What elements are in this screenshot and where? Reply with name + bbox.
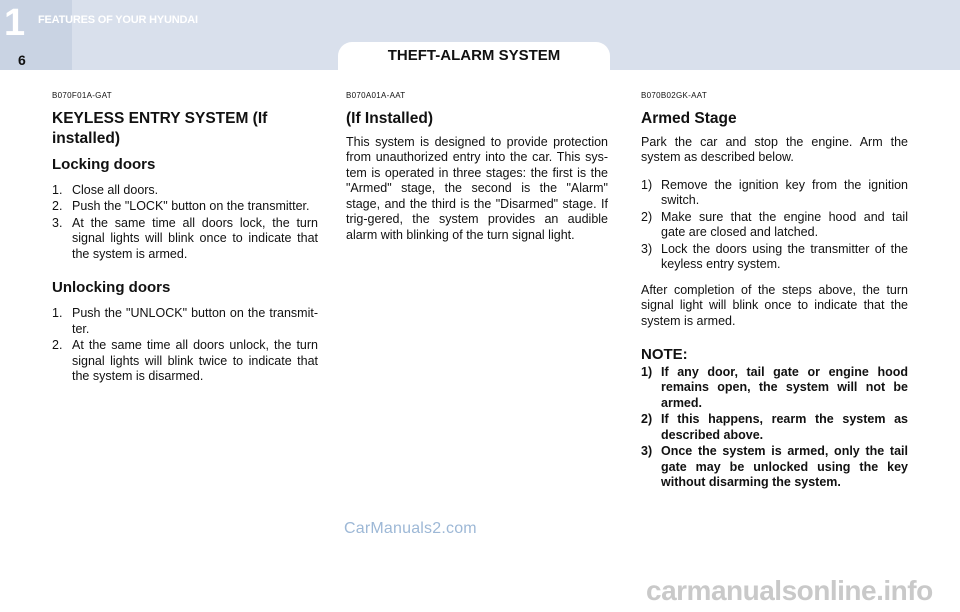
column-armed-stage	[641, 88, 908, 501]
column-keyless-entry	[52, 88, 318, 395]
section-title: FEATURES OF YOUR HYUNDAI	[38, 14, 198, 26]
list-item: 1. Push the "UNLOCK" button on the transmit-ter.	[52, 306, 318, 336]
list-item: 3) Once the system is armed, only the tail gate may be unlocked using the key without disarming the system.	[641, 444, 908, 489]
note-list	[641, 365, 908, 491]
section-code: B070A01A-AAT	[346, 91, 406, 100]
section-heading: (If Installed)	[346, 109, 433, 127]
watermark-link[interactable]: CarManuals2.com	[344, 520, 477, 537]
locking-steps	[52, 183, 318, 263]
list-item: 3) Lock the doors using the transmitter of the keyless entry system.	[641, 241, 908, 271]
list-item: 2. At the same time all doors unlock, the turn signal lights will blink twice to indicate that the system is disarmed.	[52, 338, 318, 383]
note-heading: NOTE:	[641, 346, 688, 363]
list-item: 2) If this happens, rearm the system as described above.	[641, 412, 908, 442]
section-heading: Armed Stage	[641, 109, 737, 127]
list-item: 1) Remove the ignition key from the ignition switch.	[641, 177, 908, 207]
list-item: 2. Push the "LOCK" button on the transmitter.	[52, 199, 310, 213]
section-code: B070B02GK-AAT	[641, 91, 708, 100]
section-number: 1	[4, 2, 26, 44]
intro-paragraph: Park the car and stop the engine. Arm the system as described below.	[641, 134, 908, 164]
locking-heading: Locking doors	[52, 155, 156, 173]
after-paragraph: After completion of the steps above, the turn signal light will blink once to indicate that the system is armed.	[641, 282, 908, 328]
column-theft-alarm-intro	[346, 88, 608, 255]
list-item: 2) Make sure that the engine hood and tail gate are closed and latched.	[641, 209, 908, 239]
body-paragraph: This system is designed to provide protection from unauthorized entry into the car. This sys-tem is operated in three stages: the first is the "Armed" stage, the second is the "Alarm" stage, and the third is the "Disarmed" stage. If trig-gered, the system provides an audible alarm with blinking of the turn signal light.	[346, 134, 608, 242]
footer-watermark: carmanualsonline.info	[646, 575, 933, 606]
unlocking-steps	[52, 306, 318, 385]
page-number: 6	[18, 52, 26, 68]
section-heading: KEYLESS ENTRY SYSTEM (If installed)	[52, 109, 268, 147]
chapter-tab-title: THEFT-ALARM SYSTEM	[338, 42, 610, 70]
section-code: B070F01A-GAT	[52, 91, 112, 100]
list-item: 1) If any door, tail gate or engine hood remains open, the system will not be armed.	[641, 364, 908, 410]
list-item: 3. At the same time all doors lock, the turn signal lights will blink once to indicate that the system is armed.	[52, 215, 318, 261]
list-item: 1. Close all doors.	[52, 182, 159, 197]
unlocking-heading: Unlocking doors	[52, 279, 171, 296]
armed-steps	[641, 178, 908, 273]
